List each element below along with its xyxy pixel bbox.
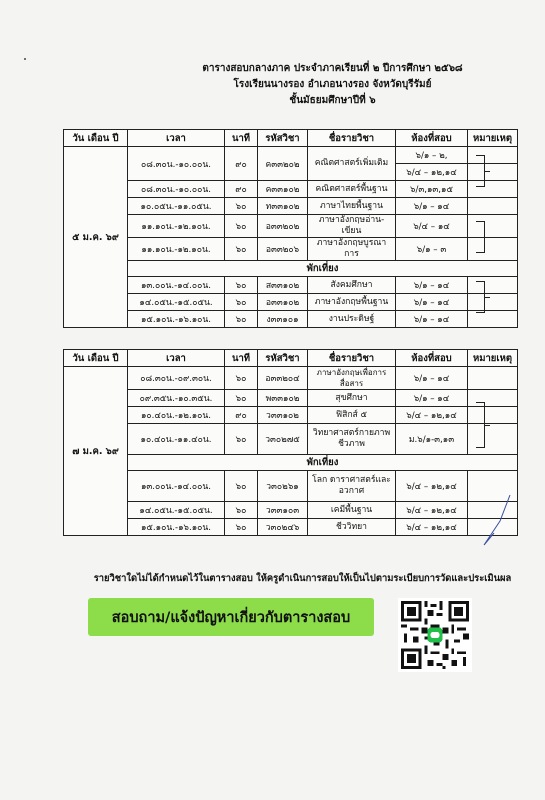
- remark-cell: [468, 367, 518, 390]
- subject-cell: ชีววิทยา: [308, 519, 396, 536]
- time-cell: ๑๓.๐๐น.-๑๔.๐๐น.: [128, 277, 225, 294]
- col-remark: หมายเหตุ: [468, 130, 518, 147]
- minutes-cell: ๖๐: [225, 294, 258, 311]
- remark-cell: [468, 238, 518, 261]
- qr-code-icon[interactable]: [398, 598, 472, 672]
- code-cell: อ๓๓๑๐๒: [258, 294, 308, 311]
- subject-cell: คณิตศาสตร์เพิ่มเติม: [308, 147, 396, 181]
- col-minutes: นาที: [225, 130, 258, 147]
- table-row: [64, 367, 518, 390]
- col-time: เวลา: [128, 130, 225, 147]
- room-cell: ๖/๑ – ๑๔: [396, 277, 468, 294]
- room-cell: ๖/๔ – ๑๒,๑๔: [396, 471, 468, 502]
- table-row: [64, 424, 518, 455]
- table-row: [64, 147, 518, 164]
- table-row: [64, 390, 518, 407]
- lunch-break-label: พักเที่ยง: [128, 455, 518, 471]
- time-cell: ๑๔.๐๕น.-๑๕.๐๕น.: [128, 294, 225, 311]
- remark-cell: [468, 424, 518, 455]
- remark-cell: [468, 390, 518, 407]
- table-header-row: [64, 350, 518, 367]
- table-row: [64, 238, 518, 261]
- subject-cell: คณิตศาสตร์พื้นฐาน: [308, 181, 396, 198]
- code-cell: ว๓๓๑๐๒: [258, 407, 308, 424]
- table-row: [64, 294, 518, 311]
- title-line-3: ชั้นมัธยมศึกษาปีที่ ๖: [289, 95, 376, 106]
- subject-cell: ภาษาอังกฤษพื้นฐาน: [308, 294, 396, 311]
- remark-cell: [468, 164, 518, 181]
- table-row: [64, 215, 518, 238]
- room-cell: ๖/๔ – ๑๒,๑๔: [396, 502, 468, 519]
- room-cell: ๖/๑ – ๑๔: [396, 294, 468, 311]
- subject-cell: ภาษาอังกฤษบูรณาการ: [308, 238, 396, 261]
- subject-cell: วิทยาศาสตร์กายภาพ ชีวภาพ: [308, 424, 396, 455]
- subject-cell: ภาษาอังกฤษเพื่อการสื่อสาร: [308, 367, 396, 390]
- footnote: รายวิชาใดไม่ได้กำหนดไว้ในตารางสอบ ให้ครูดำเนินการสอบให้เป็นไปตามระเบียบการวัดและประเมินผล: [93, 573, 512, 584]
- code-cell: ค๓๓๒๐๒: [258, 147, 308, 181]
- room-cell: ๖/๔ – ๑๔: [396, 215, 468, 238]
- code-cell: ค๓๓๑๐๒: [258, 181, 308, 198]
- time-cell: ๑๑.๑๐น.-๑๒.๑๐น.: [128, 238, 225, 261]
- col-subject: ชื่อรายวิชา: [308, 130, 396, 147]
- remark-cell: [468, 215, 518, 238]
- time-cell: ๑๕.๑๐น.-๑๖.๑๐น.: [128, 311, 225, 328]
- subject-cell: สังคมศึกษา: [308, 277, 396, 294]
- room-cell: ๖/๔ – ๑๒,๑๔: [396, 164, 468, 181]
- subject-cell: เคมีพื้นฐาน: [308, 502, 396, 519]
- time-cell: ๑๑.๑๐น.-๑๒.๑๐น.: [128, 215, 225, 238]
- group-bracket: [476, 402, 485, 448]
- lunch-break-label: พักเที่ยง: [128, 261, 518, 277]
- pen-mark: [480, 493, 520, 549]
- minutes-cell: ๖๐: [225, 471, 258, 502]
- table-header-row: [64, 130, 518, 147]
- contact-banner-label: สอบถาม/แจ้งปัญหาเกี่ยวกับตารางสอบ: [111, 609, 351, 626]
- minutes-cell: ๙๐: [225, 181, 258, 198]
- minutes-cell: ๖๐: [225, 277, 258, 294]
- table-row: [64, 198, 518, 215]
- minutes-cell: ๖๐: [225, 390, 258, 407]
- table-row: [64, 407, 518, 424]
- minutes-cell: ๙๐: [225, 147, 258, 181]
- subject-cell: ภาษาอังกฤษอ่าน-เขียน: [308, 215, 396, 238]
- time-cell: ๑๐.๐๕น.-๑๑.๐๕น.: [128, 198, 225, 215]
- minutes-cell: ๖๐: [225, 502, 258, 519]
- lunch-break-row: [64, 455, 518, 471]
- time-cell: ๑๕.๑๐น.-๑๖.๑๐น.: [128, 519, 225, 536]
- col-remark: หมายเหตุ: [468, 350, 518, 367]
- code-cell: พ๓๓๑๐๒: [258, 390, 308, 407]
- col-date: วัน เดือน ปี: [64, 350, 128, 367]
- room-cell: ๖/๑ – ๑๔: [396, 367, 468, 390]
- group-bracket: [476, 281, 485, 313]
- room-cell: ๖/๑ – ๑๔: [396, 311, 468, 328]
- code-cell: อ๓๓๒๐๔: [258, 367, 308, 390]
- minutes-cell: ๖๐: [225, 198, 258, 215]
- subject-cell: สุขศึกษา: [308, 390, 396, 407]
- exam-date: ๕ ม.ค. ๖๙: [64, 147, 128, 328]
- col-room: ห้องที่สอบ: [396, 350, 468, 367]
- minutes-cell: ๖๐: [225, 519, 258, 536]
- table-row: [64, 519, 518, 536]
- time-cell: ๐๘.๓๐น.-๑๐.๐๐น.: [128, 147, 225, 181]
- group-bracket: [476, 155, 485, 187]
- code-cell: อ๓๓๒๐๖: [258, 238, 308, 261]
- col-subject: ชื่อรายวิชา: [308, 350, 396, 367]
- room-cell: ๖/๑ – ๒,: [396, 147, 468, 164]
- room-cell: ม.๖/๑-๓,๑๓: [396, 424, 468, 455]
- col-code: รหัสวิชา: [258, 130, 308, 147]
- subject-cell: ภาษาไทยพื้นฐาน: [308, 198, 396, 215]
- remark-cell: [468, 311, 518, 328]
- remark-cell: [468, 147, 518, 164]
- time-cell: ๐๙.๓๕น.-๑๐.๓๕น.: [128, 390, 225, 407]
- code-cell: ท๓๓๑๐๒: [258, 198, 308, 215]
- code-cell: ว๓๓๑๐๓: [258, 502, 308, 519]
- table-row: [64, 311, 518, 328]
- minutes-cell: ๖๐: [225, 215, 258, 238]
- time-cell: ๑๐.๔๐น.-๑๒.๑๐น.: [128, 407, 225, 424]
- subject-cell: ฟิสิกส์ ๕: [308, 407, 396, 424]
- room-cell: ๖/๑ – ๓: [396, 238, 468, 261]
- table-row: [64, 471, 518, 502]
- title-line-1: ตารางสอบกลางภาค ประจำภาคเรียนที่ ๒ ปีการศึกษา ๒๕๖๘: [202, 63, 463, 74]
- remark-cell: [468, 198, 518, 215]
- code-cell: อ๓๓๒๐๒: [258, 215, 308, 238]
- exam-table-day1: [63, 129, 518, 328]
- room-cell: ๖/๑ – ๑๔: [396, 390, 468, 407]
- minutes-cell: ๖๐: [225, 424, 258, 455]
- time-cell: ๑๐.๔๐น.-๑๑.๔๐น.: [128, 424, 225, 455]
- code-cell: ว๓๐๒๗๕: [258, 424, 308, 455]
- lunch-break-row: [64, 261, 518, 277]
- col-minutes: นาที: [225, 350, 258, 367]
- time-cell: ๑๔.๐๕น.-๑๕.๐๕น.: [128, 502, 225, 519]
- code-cell: ส๓๓๑๐๒: [258, 277, 308, 294]
- code-cell: ว๓๐๒๖๑: [258, 471, 308, 502]
- remark-cell: [468, 181, 518, 198]
- code-cell: ว๓๐๒๔๖: [258, 519, 308, 536]
- room-cell: ๖/๑ – ๑๔: [396, 198, 468, 215]
- subject-cell: โลก ดาราศาสตร์และ อวกาศ: [308, 471, 396, 502]
- time-cell: ๐๘.๓๐น.-๐๙.๓๐น.: [128, 367, 225, 390]
- remark-cell: [468, 277, 518, 294]
- col-time: เวลา: [128, 350, 225, 367]
- table-row: [64, 181, 518, 198]
- speck: [24, 58, 26, 60]
- minutes-cell: ๖๐: [225, 311, 258, 328]
- room-cell: ๖/๔ – ๑๒,๑๔: [396, 519, 468, 536]
- exam-date: ๗ ม.ค. ๖๙: [64, 367, 128, 536]
- minutes-cell: ๙๐: [225, 407, 258, 424]
- col-date: วัน เดือน ปี: [64, 130, 128, 147]
- minutes-cell: ๖๐: [225, 238, 258, 261]
- room-cell: ๖/๓,๑๓,๑๕: [396, 181, 468, 198]
- table-row: [64, 502, 518, 519]
- room-cell: ๖/๔ – ๑๒,๑๔: [396, 407, 468, 424]
- contact-banner[interactable]: [88, 598, 374, 636]
- time-cell: ๑๓.๐๐น.-๑๔.๐๐น.: [128, 471, 225, 502]
- col-code: รหัสวิชา: [258, 350, 308, 367]
- code-cell: ง๓๓๑๐๑: [258, 311, 308, 328]
- subject-cell: งานประดิษฐ์: [308, 311, 396, 328]
- exam-table-day2: [63, 349, 518, 536]
- group-bracket: [476, 221, 485, 253]
- col-room: ห้องที่สอบ: [396, 130, 468, 147]
- table-row: [64, 277, 518, 294]
- remark-cell: [468, 294, 518, 311]
- remark-cell: [468, 407, 518, 424]
- title-line-2: โรงเรียนนางรอง อำเภอนางรอง จังหวัดบุรีรัมย์: [233, 79, 432, 90]
- minutes-cell: ๖๐: [225, 367, 258, 390]
- time-cell: ๐๘.๓๐น.-๑๐.๐๐น.: [128, 181, 225, 198]
